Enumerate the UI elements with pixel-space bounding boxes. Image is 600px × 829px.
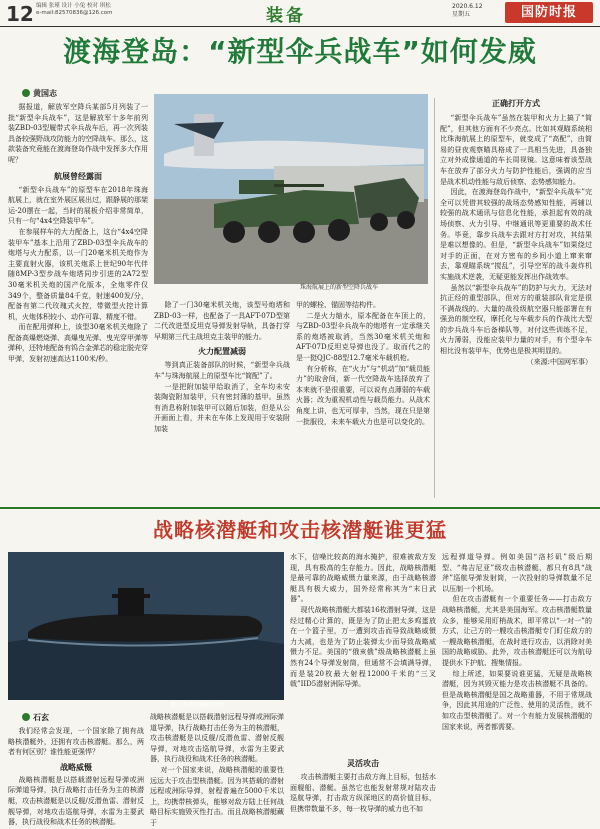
date: 2020.6.12 [452,3,483,10]
pen-icon [22,713,30,721]
section-divider [0,507,600,509]
article2-c3-p1: 远程弹道导弹。例如美国“洛杉矶”级后期型、“弗吉尼亚”级攻击核潜艇，都只有8具“战斧”巡航导弹发射筒，一次投射的导弹数量不足以压制一个机场。 [442,553,592,593]
article1-col4-p2: 因此，在渡海登岛作战中，“新型伞兵战车”完全可以凭借其较强的战场态势感知性能，再辅以较强的战术通讯与信息化性能，承担起有效的战场侦察、火力引导、中继通讯等更重要的战术任务。毕竟，靠步兵战车去跟对方打对攻，其结果是难以想像的。但是，“新型伞兵战车”如果绕过对手的正面，在对方密布的乡间小道上窜来窜去，靠观瞄系统“搅乱”，引导空军的战斗轰炸机实施战术逆袭，无疑更能发挥出作战效率。 [440,188,592,281]
email-line: e-mail:82570836@126.com [36,10,113,16]
article1-subhead-1: 航展曾经露面 [54,171,102,181]
article2-subhead-1: 战略威慑 [60,762,92,772]
article2-column-4 [442,552,592,824]
article2-c1-p1-start: 战略核潜艇是以搭载潜射远程导弹或洲际弹道导弹，执行战略打击任务为主的核潜艇，攻击核潜艇是以反舰/反潜鱼雷、潜射反舰导弹，对地攻击巡航导弹，水雷为主要武器，执行战役和战术任务的核潜艇。 [8,775,144,827]
article1-col3-p3: 有分析称，在“火力”与“机动”加“载员能力”的取舍间，新一代空降战车选择放弃了本来就不是很重要，可以说有点薄弱的车载火器；改为重视机动性与载员能力。从战术角度上讲，也无可厚非，当然，现在只是第一批服役，未来车载火力也是可以变化的。 [296,364,430,426]
article1-column-3 [296,300,430,505]
article1-source: （来源:中国网军事） [526,357,592,366]
article2-headline: 战略核潜艇和攻击核潜艇谁更猛 [153,518,447,542]
article1-col4-p3: 虽然以“新型伞兵战车”的防护与火力，无法对抗正经的重型部队，但对方的重装部队肯定是很不满战线的。大量的战役级航空器只能部署在有强劲的制空权，摩托化与车载步兵的作战比大型的步兵战斗车后备梯队等，对付这些训练不足，火力薄弱，没能应装甲力量的对手，有个型伞车相比没有装甲车，优势也是极其明显的。 [440,283,592,356]
article1-col4-p1: “新型伞兵战车”虽然在装甲和火力上搞了“简配”，但其他方面有不少亮点。比如其观瞄系统相比珠海航展上的原型车，就变成了“高配”，由简易的昼夜观察瞄具格成了一具相当先进，具备独立对外成像通道的车长周视镜。这意味着该型战车在放弃了部分火力与防护性能后，强调的应当是战术机动性能与敌后侦察、态势感知能力。 [440,114,592,186]
article2-c3-p3: 综上所述，如果要说谁更猛，无疑是战略核潜艇，因为其毁灭能力是攻击核潜艇不具备的。但是战略核潜艇是国之战略重器，不用于常规战争，因此其用途的广泛性、使用的灵活性，就不如攻击型核潜艇了。对一个有能力发展核潜艇的国家来说，两者都需要。 [442,669,592,731]
newspaper-logo: 国防时报 [505,2,593,23]
article1-col2-p2: 等到真正装备部队的时候，“新型伞兵战车”与珠海航展上的原型车比“简配”了。 [154,361,290,380]
weekday: 星期五 [452,11,471,18]
article2-c2-p1: 水下，信噪比较高的海水掩护，很难被敌方发现，具有极高的生存能力。因此，战略核潜艇是最可靠的战略威慑力量来源，由于战略核潜艇具有极大威力，国外经常称其为“末日武器”。 [290,553,436,604]
page-number: 12 [6,2,34,26]
article1-subhead-2: 火力配置减弱 [198,347,246,357]
photo2-caption: 俄罗斯的战略核潜艇 [170,702,225,709]
article2-subhead-2: 灵活攻击 [347,759,379,768]
date-info [452,3,483,19]
article2-column-1 [8,712,144,827]
article2-intro: 我们经常会发现，一个国家除了拥有战略核潜艇外，还拥有攻击核潜艇。那么，两者有何区别？谁性能更强悍？ [8,727,144,757]
article1-col2-p1: 除了一门30毫米机关炮，该型号炮塔和ZBD-03一样，也配备了一具AFT-07D型第二代改进型反坦克导弹发射导轨，具备打穿早期第三代主战坦克主装甲的能力。 [154,301,290,341]
article1-column-1 [8,88,148,460]
column-divider [434,98,435,498]
photo1-caption: 珠海航展上的新型空降兵战车 [300,284,379,291]
article2-c1-p2: 对一个国家来说，战略核潜艇的重要性远远大于攻击型核潜艇。因为其搭载的潜射远程或洲际导弹，射程普遍在5000千米以上，均携带核弹头，能够对敌方陆上任何战略目标实施毁灭性打击。而且战略核潜艇藏于 [150,765,284,827]
article2-c2-p2: 现代战略核潜艇大都装16枚潜射导弹，这是经过精心计算的，既是为了防止把太多鸡蛋放在一个篮子里，万一遭到攻击而导致战略威慑力大减，也是为了防止装弹太少而导致战略威慑力不足。美国的“俄亥俄”级战略核潜艇上虽然有24个导弹发射筒，但通常不会填满导弹，而是装20枚最大射程12000千米的“三叉戟”IID5潜射洲际导弹。 [290,605,436,689]
article2-c1-p1: 战略核潜艇是以搭载潜射远程导弹或洲际弹道导弹，执行战略打击任务为主的核潜艇，攻击核潜艇是以反舰/反潜鱼雷、潜射反舰导弹，对地攻击巡航导弹，水雷为主要武器，执行战役和战术任务的核潜艇。 [150,713,284,764]
article1-col1-p1: “新型伞兵战车”的原型车在2018年珠海航展上，就在室外展区展出过，跟静展的那架运-20摆在一起，当时的展板介绍非常简单，只有一句“4x4空降装甲车”。 [8,185,148,226]
article2-c3-p2: 但在攻击潜艇有一个重要任务——打击敌方战略核潜艇，尤其是美国海军。攻击核潜艇数量众多，能够采用盯梢战术，即平常以“一对一”的方式，让己方的一艘攻击核潜艇专门盯住敌方的一艘战略核潜艇，在战时进行攻击，以消除对美国的战略威胁。此外，攻击核潜艇还可以为航母提供水下护航、搜集情报。 [442,595,592,667]
article1-col3-p2: 二是火力缩水，原本配备在车顶上的，与ZBD-03型伞兵战车的炮塔有一定承继关系的炮塔被取消，当然30毫米机关炮和AFT-07D反坦克导弹也没了。取而代之的是一挺QJC-88型12.7毫米车载机枪。 [296,311,430,362]
article1-col1-p3: 而在配用弹种上，该型30毫米机关炮除了配备高爆燃烧弹、高爆曳光弹、曳光穿甲弹等弹种，还特地配备有钨合金弹芯的稳定脱壳穿甲弹，发射初速高达1100米/秒。 [8,323,148,364]
article2-column-3 [290,552,436,824]
article1-headline: 渡海登岛：“新型伞兵战车”如何发威 [63,35,537,68]
article1-author: 黄国志 [33,89,57,98]
photo-submarine [8,552,284,700]
article1-intro: 据报道，解放军空降兵某部5月列装了一批“新型伞兵战车”，这是解放军十多年前列装ZBD-03型履带式伞兵战车后，再一次列装具备较强野战攻防能力的空降战车。那么，这款装备究竟能在渡海登岛作战中发挥多大作用呢？ [8,103,148,164]
article1-column-4 [440,98,592,503]
editors-info [36,3,176,17]
article1-col3-p1: 甲的螺栓、锚固等结构件。 [296,301,380,309]
submarine-illustration [8,552,284,700]
article2-author: 石玄 [33,713,49,722]
photo-paratrooper-vehicle [154,94,428,284]
article2-column-2 [150,712,284,827]
vehicle-illustration [154,94,428,284]
pen-icon [22,89,30,97]
article1-col2-p3: 一是把附加装甲给取消了，全车均未安装陶瓷附加装甲，只有密封薄的基甲。虽然有消息称附加装甲可以随后加装，但是从公开画面上看，并未在车体上发现用于安装附加装 [154,382,290,433]
article1-col1-p2: 在参展样车的大力配备上，这台“4x4空降装甲车”基本上沿用了ZBD-03型伞兵战车的炮塔与火力配系，以一门20毫米机关炮作为主要直射火器，该机关炮系上世纪90年代伴随8MP-3型步战车炮塔同步引进的2A72型30毫米机关炮的国产化版本，全炮零件仅349个，整备质量84千克，射速400发/分，配备有第二代玫瑰式火控，带微型火控计算机，火炮体积较小、动作可靠、精度不错。 [8,227,148,321]
article1-column-2 [154,300,290,478]
article2-c2-p3: 攻击核潜艇主要打击敌方海上目标，包括水面舰船、潜艇。虽然它也能发射常规对陆攻击巡航导弹，打击敌方纵深地区的高价值目标，但携带数量不多，每一枚导弹的威力也不如 [290,773,436,813]
editors-line: 编辑 张瑾 设计 小兔 校对 琪松 [36,3,111,9]
article1-subhead-3: 正确打开方式 [492,99,540,108]
section-title: 装备 [266,6,306,26]
